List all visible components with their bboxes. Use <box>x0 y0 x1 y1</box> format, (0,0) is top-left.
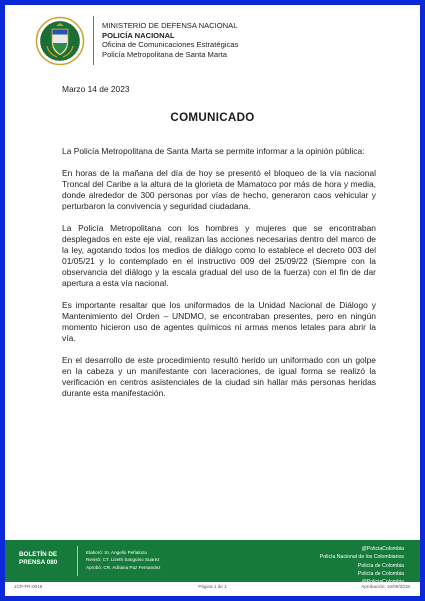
police-line: POLICÍA NACIONAL <box>102 30 175 40</box>
paragraph: La Policía Metropolitana con los hombres y mujeres que se encontraban desplegados en este eje vial, realizan las acciones necesarias dentro del marco de la ley, agotando todos los medios de diálogo como lo establece el decreto 003 del 01/05/21 y lo contemplado en el instructivo 009 del 25/09/22 (Siempre con la observancia del diálogo y la escala gradual del uso de la fuerza) con el fin de dar apertura a esta vía nacional. <box>62 223 376 288</box>
bulletin-line2: PRENSA 080 <box>19 559 58 566</box>
document-title: COMUNICADO <box>170 111 255 124</box>
letterhead-divider <box>93 16 94 65</box>
social-instagram[interactable]: Policía de Colombia <box>357 570 404 577</box>
bulletin-line1: BOLETÍN DE <box>19 551 58 558</box>
footer-band <box>5 540 420 586</box>
letterhead-text <box>102 21 238 72</box>
ministry-line: MINISTERIO DE DEFENSA NACIONAL <box>102 21 238 30</box>
prepared-by: Elaboró: SI. Angello Peñaloza <box>86 550 147 555</box>
social-handle[interactable]: @PoliciaColombia <box>361 579 404 586</box>
bulletin-label <box>19 551 57 567</box>
footer-social <box>320 545 404 586</box>
document-body <box>62 146 376 410</box>
footer-divider <box>77 546 78 576</box>
social-twitter[interactable]: @PoliciaColombia <box>361 546 404 552</box>
approved-by: Aprobó: CR. Adriana Paz Fernandez <box>86 564 161 570</box>
form-code: 1CP-FR-0016 <box>14 584 43 589</box>
footer-credits <box>86 549 161 571</box>
paragraph: La Policía Metropolitana de Santa Marta se permite informar a la opinión pública: <box>62 146 365 156</box>
paragraph: En horas de la mañana del día de hoy se presentó el bloqueo de la vía nacional Troncal del Caribe a la altura de la glorieta de Mamatoco por más de hora y media, donde alrededor de 300 personas por vías de hecho, generaron caos vehicular y perturbaron la convivencia y seguridad ciudadana. <box>62 168 376 211</box>
document-date: Marzo 14 de 2023 <box>62 84 130 94</box>
social-youtube[interactable]: Policía de Colombia <box>357 562 404 569</box>
police-shield-icon <box>35 16 85 66</box>
paragraph: Es importante resaltar que los uniformados de la Unidad Nacional de Diálogo y Mantenimiento del Orden – UNDMO, se encontraban presentes, pero en ningún momento hicieron uso de agentes químicos ni armas menos letales para abrir la vía. <box>62 300 376 343</box>
paragraph: En el desarrollo de este procedimiento resultó herido un uniformado con un golpe en la cabeza y un manifestante con laceraciones, de igual forma se realizó la verificación en centros asistenciales de la ciudad sin hallar más personas heridas durante esta manifestación. <box>62 355 376 398</box>
reviewed-by: Revisó: CT. Lizeth Sanguino Suarez <box>86 557 160 563</box>
metro-police-line: Policía Metropolitana de Santa Marta <box>102 49 227 59</box>
approval-date: Aprobación: 10/08/2016 <box>361 584 410 589</box>
page-number: Página 1 de 1 <box>198 584 227 589</box>
social-facebook[interactable]: Policía Nacional de los Colombianos <box>319 554 404 561</box>
office-line: Oficina de Comunicaciones Estratégicas <box>102 40 239 50</box>
document-page <box>5 5 420 596</box>
letterhead <box>35 16 238 72</box>
